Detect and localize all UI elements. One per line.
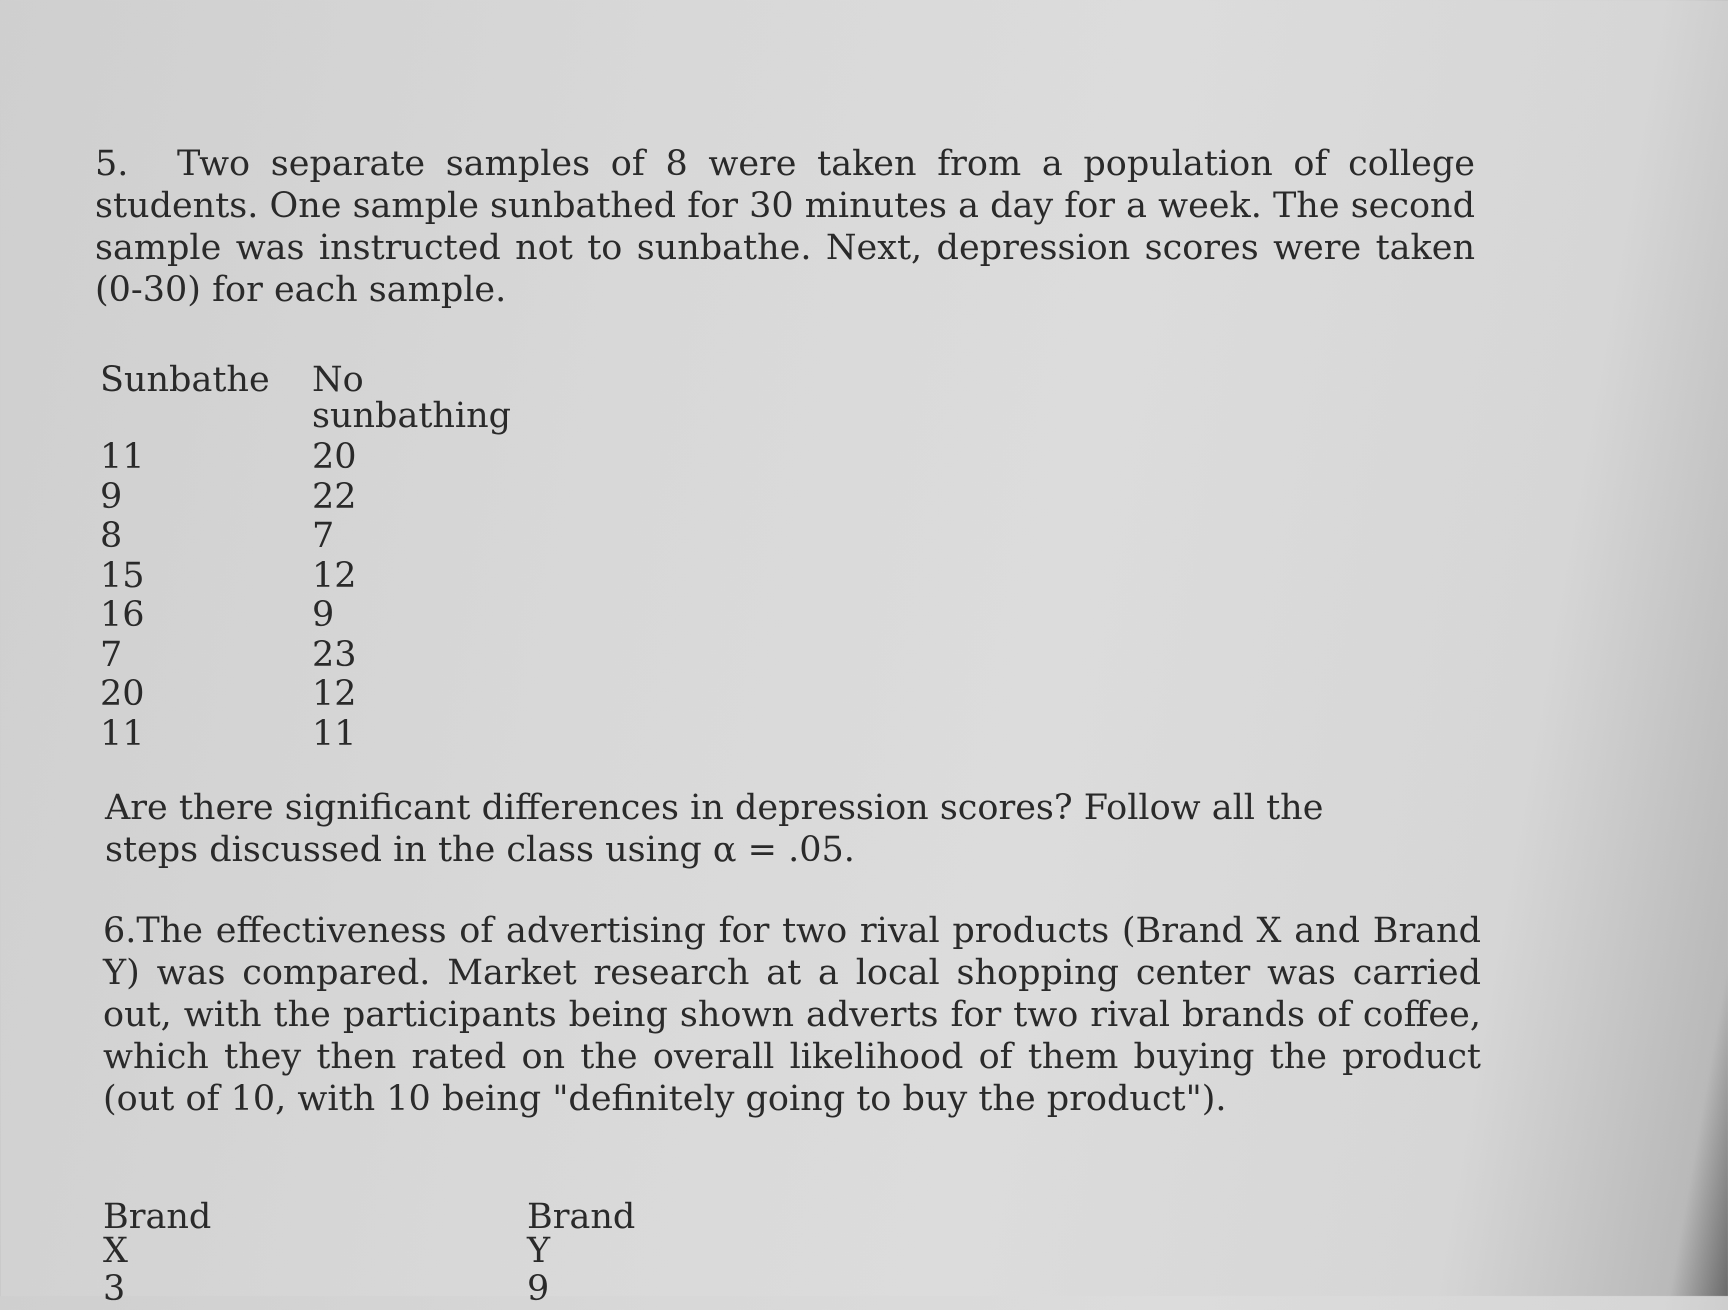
table-cell: 3 (103, 1269, 126, 1309)
table-cell: 7 (312, 516, 335, 556)
table-cell: 11 (100, 713, 145, 754)
question-5-number: 5. (95, 144, 129, 184)
question-5-body: Two separate samples of 8 were taken from a population of college students. One sample sunbathed for 30 minutes a day for a week. The second sample was instructed not to sunbathe. Next, depression scores were taken (0-30) for each sample. (95, 144, 1475, 310)
no-sunbathing-header: No sunbathing (312, 360, 512, 436)
question-5-text (95, 143, 1475, 311)
brand-x-column (103, 1197, 212, 1310)
brand-y-column (527, 1197, 647, 1310)
table-cell: 16 (100, 595, 145, 635)
table-cell: 12 (312, 555, 357, 596)
question-6-text: 6.The effectiveness of advertising for two rival products (Brand X and Brand Y) was compared. Market research at a local shopping center was carried out, with the participants being shown adverts for two rival brands of coffee, which they then rated on the overall likelihood of them buying the product (out of 10, with 10 being "definitely going to buy the product"). (103, 911, 1481, 1119)
table-cell: 7 (100, 634, 123, 675)
table-cell: 22 (312, 476, 357, 517)
table-cell: 23 (312, 634, 357, 675)
question-5-prompt: Are there significant differences in depression scores? Follow all the steps discussed in the class using α = .05. (105, 788, 1324, 870)
table-cell: 8 (100, 516, 123, 556)
table-cell: 20 (100, 674, 145, 714)
sunbathe-column (100, 362, 270, 754)
brand-y-header: Brand Y (527, 1197, 636, 1271)
table-cell: 9 (312, 595, 335, 635)
table-cell: 9 (527, 1269, 550, 1309)
table-cell: 11 (100, 437, 145, 477)
sunbathe-header: Sunbathe (100, 360, 270, 400)
no-sunbathing-column (312, 362, 532, 754)
table-cell: 12 (312, 674, 357, 714)
brand-x-header: Brand X (103, 1197, 212, 1271)
table-cell: 11 (312, 713, 357, 754)
table-cell: 20 (312, 437, 357, 477)
table-cell: 9 (100, 476, 123, 517)
table-cell: 15 (100, 555, 145, 596)
